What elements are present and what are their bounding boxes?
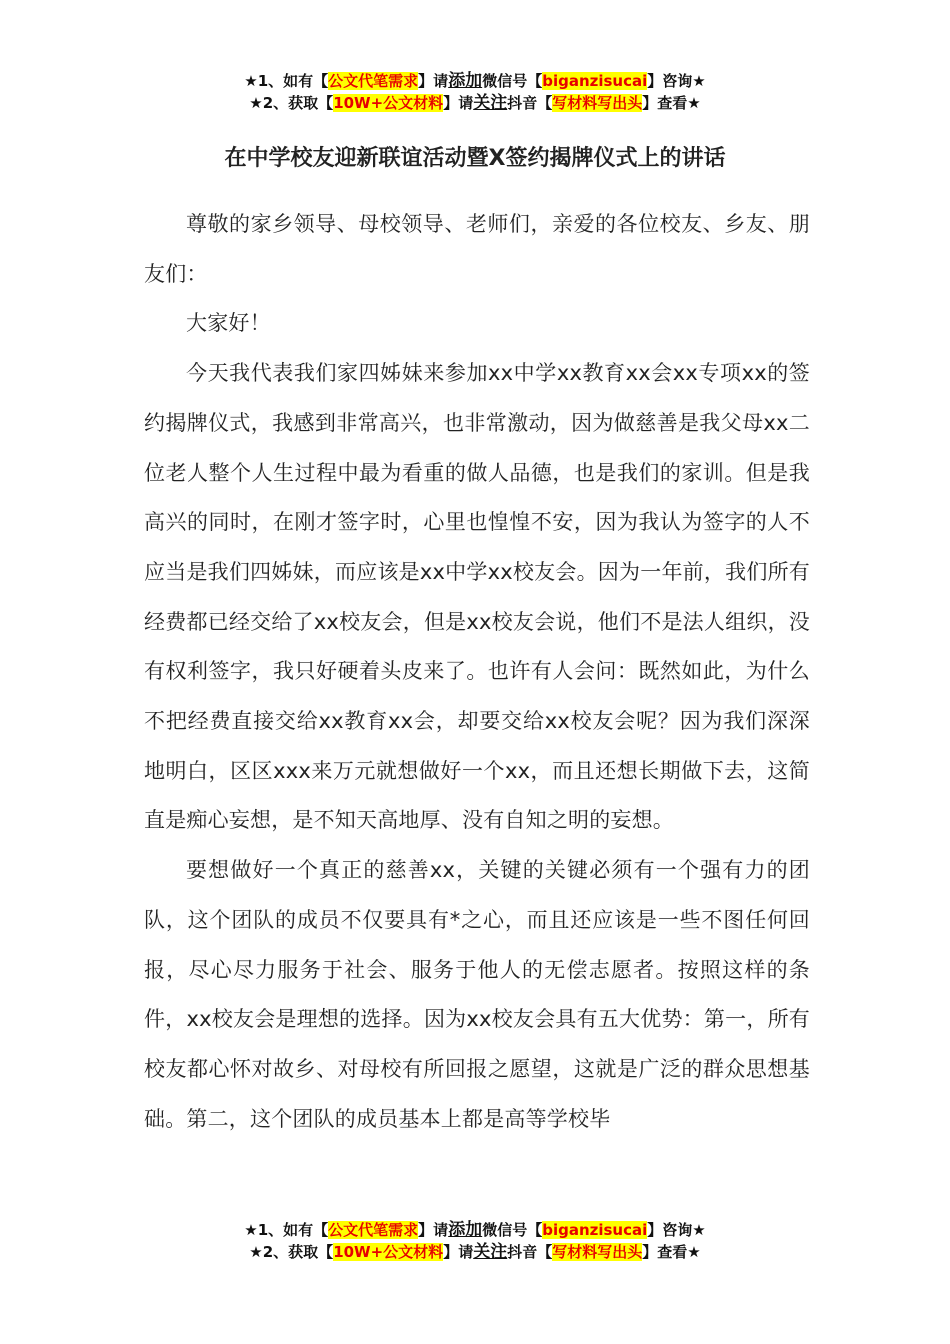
banner-line-1 [0,70,950,92]
banner-highlight: 写材料写出头 [552,94,643,112]
banner-highlight: 10W+公文材料 [333,94,444,112]
paragraph: 今天我代表我们家四姊妹来参加xx中学xx教育xx会xx专项xx的签约揭牌仪式，我感到非常高兴，也非常激动，因为做慈善是我父母xx二位老人整个人生过程中最为看重的做人品德，也是我们的家训。但是我高兴的同时，在刚才签字时，心里也惶惶不安，因为我认为签字的人不应当是我们四姊妹，而应该是xx中学xx校友会。因为一年前，我们所有经费都已经交给了xx校友会，但是xx校友会说，他们不是法人组织，没有权利签字，我只好硬着头皮来了。也许有人会问：既然如此，为什么不把经费直接交给xx教育xx会，却要交给xx校友会呢？因为我们深深地明白，区区xxx来万元就想做好一个xx，而且还想长期做下去，这简直是痴心妄想，是不知天高地厚、没有自知之明的妄想。 [144,361,810,833]
banner-text: 】请 [418,72,449,90]
paragraph-greeting: 大家好！ [186,311,271,336]
banner-text: 抖音【 [507,1243,553,1261]
banner-text: 抖音【 [507,94,553,112]
paragraph-salutation: 尊敬的家乡领导、母校领导、老师们，亲爱的各位校友、乡友、朋友们： [144,212,810,286]
banner-text: 】查看★ [642,94,701,112]
footer-banner [0,1219,950,1263]
banner-line-1 [0,1219,950,1241]
banner-text: ★2、获取【 [249,1243,334,1261]
banner-line-2 [0,1241,950,1263]
banner-text: ★1、如有【 [244,72,329,90]
banner-text: ★1、如有【 [244,1221,329,1239]
banner-highlight: 公文代笔需求 [328,72,419,90]
banner-text: 】咨询★ [647,72,706,90]
banner-line-2 [0,92,950,114]
document-title: 在中学校友迎新联谊活动暨X签约揭牌仪式上的讲话 [224,146,726,171]
banner-emphasis: 关注 [473,93,508,113]
banner-highlight: biganzisucai [542,72,648,90]
document-body [144,200,810,1144]
banner-text: 】查看★ [642,1243,701,1261]
header-banner [0,70,950,114]
banner-text: 】请 [443,94,474,112]
banner-emphasis: 添加 [448,1220,483,1240]
banner-text: ★2、获取【 [249,94,334,112]
banner-highlight: 写材料写出头 [552,1243,643,1261]
banner-highlight: biganzisucai [542,1221,648,1239]
banner-text: 】咨询★ [647,1221,706,1239]
banner-emphasis: 关注 [473,1242,508,1262]
banner-highlight: 公文代笔需求 [328,1221,419,1239]
banner-text: 】请 [443,1243,474,1261]
banner-emphasis: 添加 [448,71,483,91]
banner-text: 】请 [418,1221,449,1239]
banner-text: 微信号【 [482,72,543,90]
banner-highlight: 10W+公文材料 [333,1243,444,1261]
banner-text: 微信号【 [482,1221,543,1239]
paragraph: 要想做好一个真正的慈善xx，关键的关键必须有一个强有力的团队，这个团队的成员不仅要具有*之心，而且还应该是一些不图任何回报，尽心尽力服务于社会、服务于他人的无偿志愿者。按照这样的条件，xx校友会是理想的选择。因为xx校友会具有五大优势：第一，所有校友都心怀对故乡、对母校有所回报之愿望，这就是广泛的群众思想基础。第二，这个团队的成员基本上都是高等学校毕 [144,858,810,1131]
